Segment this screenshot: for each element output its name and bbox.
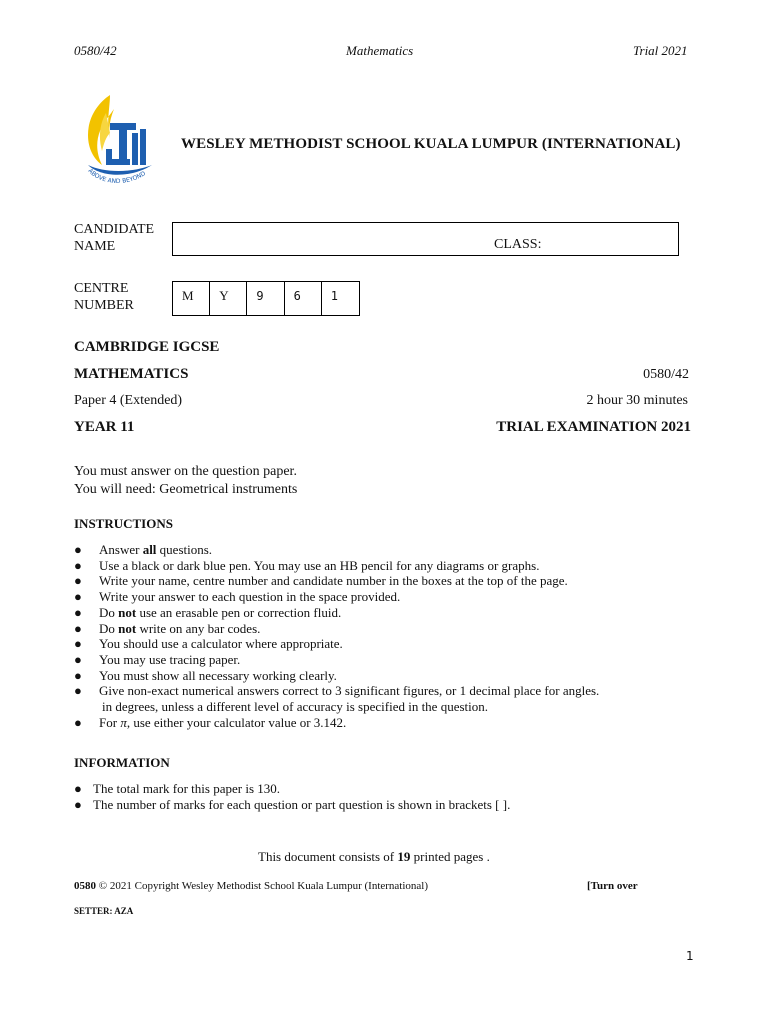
page-number: 1 bbox=[686, 949, 694, 963]
bullet: ● bbox=[74, 557, 82, 573]
school-name: WESLEY METHODIST SCHOOL KUALA LUMPUR (INTERNATIONAL) bbox=[181, 136, 681, 152]
header-subject: Mathematics bbox=[346, 43, 414, 58]
requirements bbox=[74, 463, 297, 499]
continuation-line: in degrees, unless a different level of accuracy is specified in the question. bbox=[102, 699, 489, 715]
bullet: ● bbox=[74, 573, 82, 589]
list-item: ● Give non-exact numerical answers correct to 3 significant figures, or 1 decimal place for angles. in degrees, unless a different level of accuracy is specified in the question. bbox=[74, 683, 694, 714]
list-item: ● The total mark for this paper is 130. bbox=[74, 781, 281, 796]
list-item: ● Use a black or dark blue pen. You may use an HB pencil for any diagrams or graphs. bbox=[74, 557, 540, 573]
setter: SETTER: AZA bbox=[74, 906, 134, 916]
requirement-line: You will need: Geometrical instruments bbox=[74, 482, 298, 497]
centre-number-boxes bbox=[172, 281, 360, 316]
list-item: ● The number of marks for each question or part question is shown in brackets [ ]. bbox=[74, 796, 511, 812]
centre-cell: 1 bbox=[330, 289, 338, 303]
centre-cell: 6 bbox=[285, 282, 322, 315]
centre-cell: Y bbox=[210, 282, 247, 315]
candidate-name-box[interactable] bbox=[172, 222, 679, 256]
school-logo bbox=[80, 93, 160, 189]
list-item: ● Write your name, centre number and candidate number in the boxes at the top of the page. bbox=[74, 573, 568, 589]
bullet: ● bbox=[74, 781, 82, 796]
instructions-heading: INSTRUCTIONS bbox=[74, 516, 173, 531]
logo-motto: ABOVE AND BEYOND bbox=[86, 167, 147, 186]
bullet: ● bbox=[74, 636, 82, 652]
list-item: ● For π, use either your calculator value or 3.142. bbox=[74, 714, 347, 730]
bullet: ● bbox=[74, 683, 82, 699]
instructions-list bbox=[74, 542, 694, 730]
exam-year: YEAR 11 bbox=[74, 419, 135, 435]
centre-label: CENTRE NUMBER bbox=[74, 281, 134, 313]
list-item: ● You may use tracing paper. bbox=[74, 651, 241, 667]
information-list bbox=[74, 781, 694, 812]
bullet: ● bbox=[74, 714, 82, 730]
header-code: 0580/42 bbox=[74, 43, 117, 58]
candidate-label: CANDIDATE NAME bbox=[74, 222, 155, 254]
list-item: ● Write your answer to each question in the space provided. bbox=[74, 589, 401, 605]
page-count-note: This document consists of 19 printed pages . bbox=[258, 849, 490, 864]
bullet: ● bbox=[74, 604, 82, 620]
turn-over: [Turn over bbox=[587, 880, 638, 892]
centre-cell: 9 bbox=[247, 282, 284, 315]
bullet: ● bbox=[74, 667, 82, 683]
centre-cell: M bbox=[173, 282, 210, 315]
header-session: Trial 2021 bbox=[633, 43, 688, 58]
exam-duration: 2 hour 30 minutes bbox=[586, 393, 688, 408]
exam-subject: MATHEMATICS bbox=[74, 366, 189, 382]
exam-title: TRIAL EXAMINATION 2021 bbox=[496, 419, 691, 435]
exam-code: 0580/42 bbox=[643, 367, 689, 382]
exam-paper: Paper 4 (Extended) bbox=[74, 393, 183, 408]
bullet: ● bbox=[74, 796, 82, 812]
exam-board: CAMBRIDGE IGCSE bbox=[74, 339, 220, 355]
bullet: ● bbox=[74, 620, 82, 636]
list-item: ● Do not use an erasable pen or correction fluid. bbox=[74, 604, 342, 620]
list-item: ● Do not write on any bar codes. bbox=[74, 620, 261, 636]
bullet: ● bbox=[74, 589, 82, 605]
copyright: 0580 © 2021 Copyright Wesley Methodist School Kuala Lumpur (International) bbox=[74, 880, 429, 892]
list-item: ● Answer all questions. bbox=[74, 542, 213, 557]
class-label: CLASS: bbox=[494, 237, 542, 252]
list-item: ● You must show all necessary working clearly. bbox=[74, 667, 337, 683]
information-heading: INFORMATION bbox=[74, 755, 170, 770]
bullet: ● bbox=[74, 651, 82, 667]
requirement-line: You must answer on the question paper. bbox=[74, 464, 297, 479]
bullet: ● bbox=[74, 542, 82, 557]
list-item: ● You should use a calculator where appropriate. bbox=[74, 636, 343, 652]
